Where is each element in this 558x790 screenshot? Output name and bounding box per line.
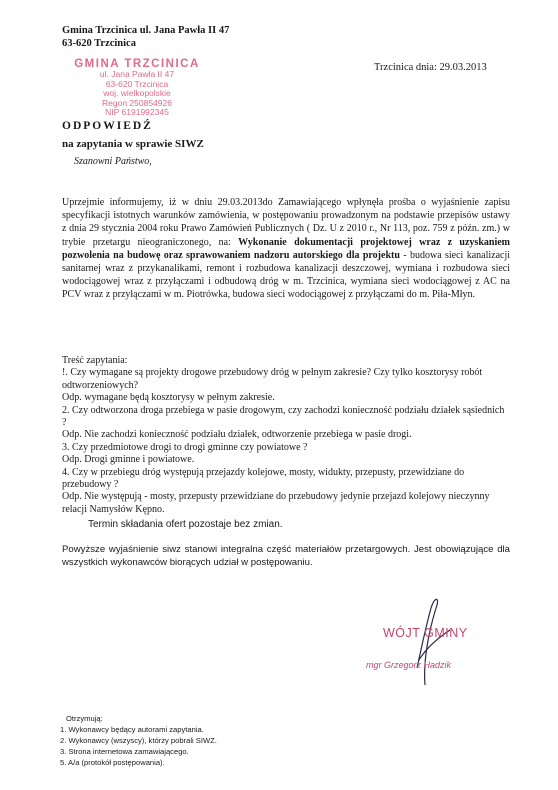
stamp-title: GMINA TRZCINICA — [74, 58, 200, 70]
stamp-line: Regon 250854926 — [102, 97, 172, 108]
stamp-line: ul. Jana Pawła II 47 — [99, 69, 175, 79]
letterhead-line-2: 63-620 Trzcinica — [62, 38, 136, 49]
qa-line: Odp. Nie zachodzi konieczność podziału działek, odtworzenie przebiega w pasie drogi. — [62, 429, 412, 441]
intro-paragraph — [62, 196, 510, 302]
document-subtitle: na zapytania w sprawie SIWZ — [62, 138, 204, 150]
recipient-item: 1. Wykonawcy będący autorami zapytania. — [60, 725, 204, 734]
recipients-list — [60, 713, 217, 768]
qa-line: 3. Czy przedmiotowe drogi to drogi gminne czy powiatowe ? — [62, 441, 308, 453]
recipient-item: 3. Strona internetowa zamawiającego. — [60, 747, 189, 756]
greeting: Szanowni Państwo, — [74, 156, 152, 167]
letterhead-line-1: Gmina Trzcinica ul. Jana Pawła II 47 — [62, 25, 230, 36]
qa-line: 2. Czy odtworzona droga przebiega w pasie drogowym, czy zachodzi konieczność podziału działek sąsiednich ? — [62, 404, 505, 429]
closing-paragraph: Powyższe wyjaśnienie siwz stanowi integralna część materiałów przetargowych. Jest obowiązujące dla wszystkich wykonawców biorących udział w postępowaniu. — [62, 544, 510, 568]
intro-bold-text: Wykonanie dokumentacji projektowej wraz z uzyskaniem pozwolenia na budowę oraz sprawowaniem nadzoru autorskiego dla projektu — [62, 236, 510, 261]
recipient-item: 5. A/a (protokół postępowania). — [60, 758, 165, 767]
intro-rest-text: - budowa sieci kanalizacji sanitarnej wraz z przykanalikami, remont i rozbudowa kanalizacji deszczowej, wymiana i rozbudowa sieci wodociągowej wraz z przyłączami i odbudową dróg w m. Trzcinica, wymiana sieci wodociągowej z AC na PCV wraz z przyłączami w m. Piotrówka, budowa sieci wodociągowej z przyłączami do m. Piła-Młyn. — [62, 249, 511, 301]
deadline-note: Termin składania ofert pozostaje bez zmian. — [88, 519, 283, 530]
qa-line: Treść zapytania: — [62, 355, 128, 366]
qa-line: Odp. Nie występują - mosty, przepusty przewidziane do przebudowy jedynie przejazd kolejowy nieczynny relacji Namysłów Kępno. — [62, 491, 490, 515]
stamp-line: 63-620 Trzcinica — [105, 78, 169, 89]
signatory-name: mgr Grzegorz Hadzik — [366, 660, 452, 670]
qa-line: 4. Czy w przebiegu dróg występują przejazdy kolejowe, mosty, widukty, przepusty, przewidziane do przebudowy ? — [62, 466, 465, 491]
signatory-role: WÓJT GMINY — [383, 626, 468, 640]
qa-line: Odp. wymagane będą kosztorysy w pełnym zakresie. — [62, 392, 275, 404]
letter-date: Trzcinica dnia: 29.03.2013 — [374, 62, 487, 73]
questions-answers — [62, 355, 510, 516]
recipient-item: 2. Wykonawcy (wszyscy), którzy pobrali SIWZ. — [60, 736, 217, 745]
qa-line: !. Czy wymagane są projekty drogowe przebudowy dróg w pełnym zakresie? Czy tylko kosztorysy robót odtworzeniowych? — [62, 367, 483, 391]
recipients-label: Otrzymują: — [66, 714, 103, 723]
stamp-line: NIP 6191992345 — [105, 107, 169, 117]
qa-line: Odp. Drogi gminne i powiatowe. — [62, 454, 195, 466]
handwritten-signature — [395, 590, 465, 690]
intro-text: Uprzejmie informujemy, iż w dniu 29.03.2013do Zamawiającego wpłynęła prośba o wyjaśnienie zapisu specyfikacji istotnych warunków zamówienia, w postępowaniu prowadzonym na podstawie przepisów ustawy z dnia 29 stycznia 2004 roku Prawo Zamówień Publicznych ( Dz. U z 2010 r., Nr 113, poz. 759 z późn. zm.) w trybie przetargu nieograniczonego, na: — [62, 197, 510, 248]
letterhead — [62, 24, 229, 50]
office-stamp — [62, 58, 212, 118]
document-title: ODPOWIEDŹ — [62, 120, 153, 132]
stamp-line: woj. wielkopolskie — [103, 88, 171, 98]
